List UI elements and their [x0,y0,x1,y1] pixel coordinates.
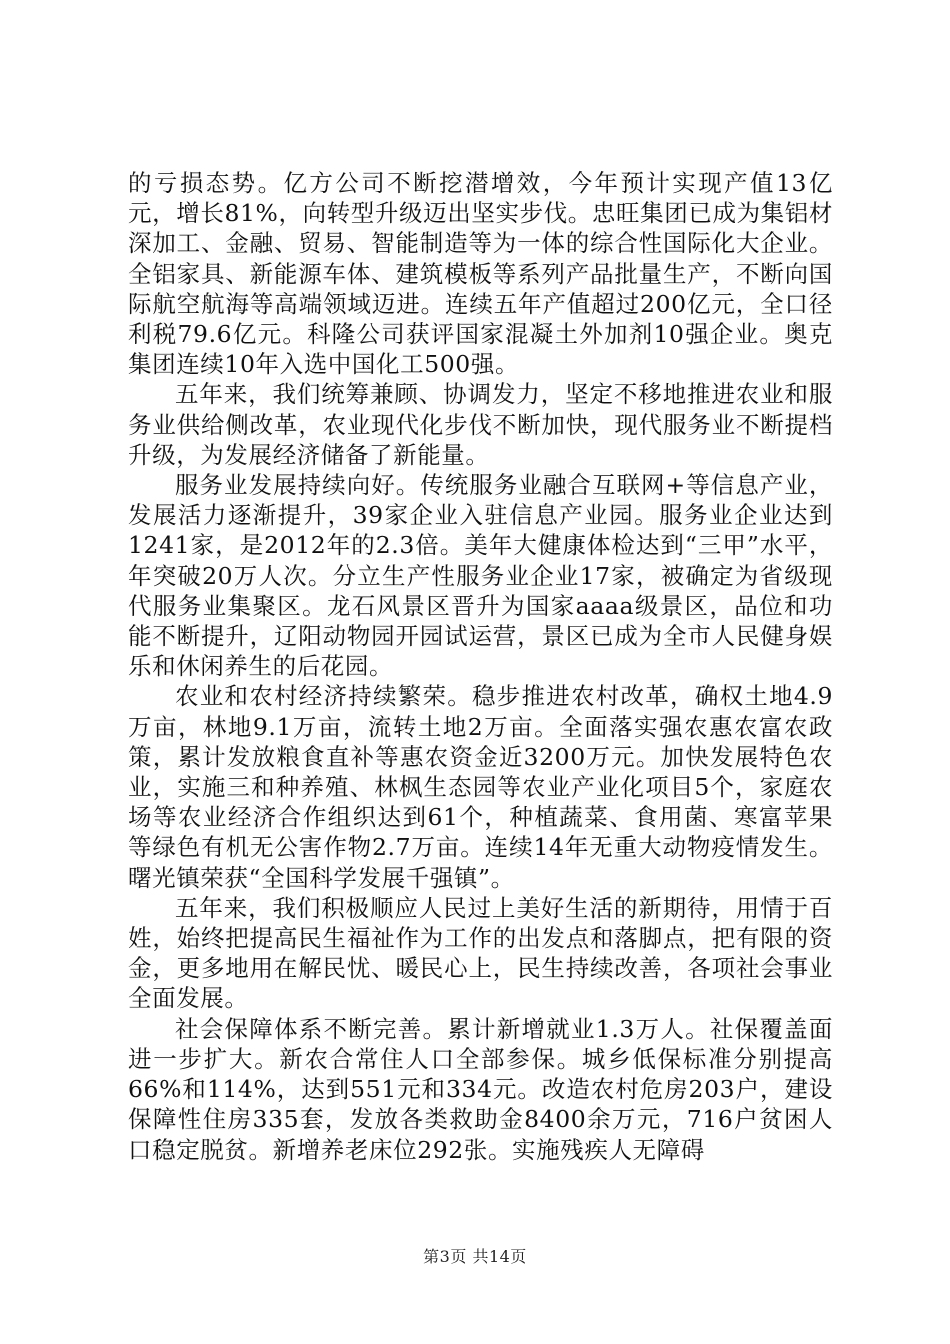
paragraph-6: 社会保障体系不断完善。累计新增就业1.3万人。社保覆盖面进一步扩大。新农合常住人口全部参保。城乡低保标准分别提高66%和114%，达到551元和334元。改造农村危房203户，建设保障性住房335套，发放各类救助金8400余万元，716户贫困人口稳定脱贫。新增养老床位292张。实施残疾人无障碍 [128,1014,833,1164]
paragraph-5: 五年来，我们积极顺应人民过上美好生活的新期待，用情于百姓，始终把提高民生福祉作为工作的出发点和落脚点，把有限的资金，更多地用在解民忧、暖民心上，民生持续改善，各项社会事业全面发展。 [128,893,833,1013]
paragraph-3: 服务业发展持续向好。传统服务业融合互联网+等信息产业，发展活力逐渐提升，39家企业入驻信息产业园。服务业企业达到1241家，是2012年的2.3倍。美年大健康体检达到“三甲”水平，年突破20万人次。分立生产性服务业企业17家，被确定为省级现代服务业集聚区。龙石风景区晋升为国家aaaa级景区，品位和功能不断提升，辽阳动物园开园试运营，景区已成为全市人民健身娱乐和休闲养生的后花园。 [128,471,833,681]
paragraph-4: 农业和农村经济持续繁荣。稳步推进农村改革，确权土地4.9万亩，林地9.1万亩，流转土地2万亩。全面落实强农惠农富农政策，累计发放粮食直补等惠农资金近3200万元。加快发展特色农业，实施三和种养殖、林枫生态园等农业产业化项目5个，家庭农场等农业经济合作组织达到61个，种植蔬菜、食用菌、寒富苹果等绿色有机无公害作物2.7万亩。连续14年无重大动物疫情发生。曙光镇荣获“全国科学发展千强镇”。 [128,682,833,892]
body-text [128,168,833,1165]
page-footer: 第3页 共14页 [423,1247,527,1266]
paragraph-1: 的亏损态势。亿方公司不断挖潜增效，今年预计实现产值13亿元，增长81%，向转型升级迈出坚实步伐。忠旺集团已成为集铝材深加工、金融、贸易、智能制造等为一体的综合性国际化大企业。全铝家具、新能源车体、建筑模板等系列产品批量生产，不断向国际航空航海等高端领域迈进。连续五年产值超过200亿元，全口径利税79.6亿元。科隆公司获评国家混凝土外加剂10强企业。奥克集团连续10年入选中国化工500强。 [128,169,833,379]
paragraph-2: 五年来，我们统筹兼顾、协调发力，坚定不移地推进农业和服务业供给侧改革，农业现代化步伐不断加快，现代服务业不断提档升级，为发展经济储备了新能量。 [128,380,833,469]
